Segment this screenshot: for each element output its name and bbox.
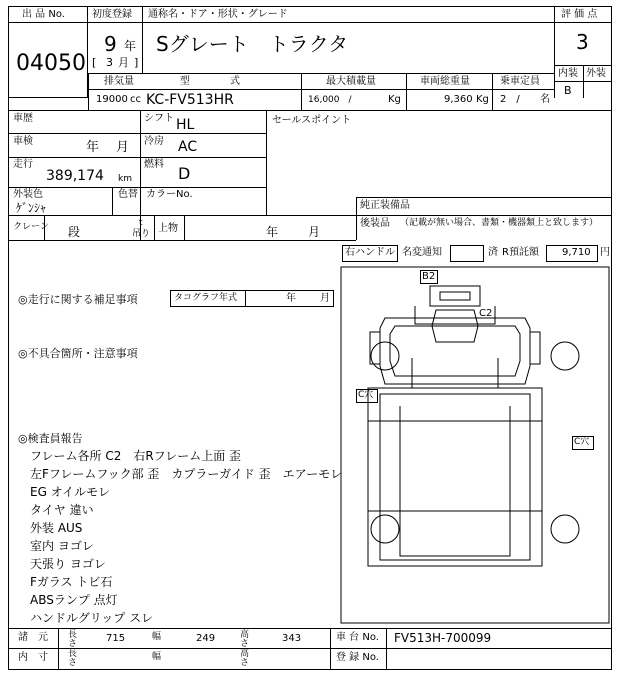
height-label: 高さ bbox=[240, 630, 250, 649]
equipment-label: 純正装備品 bbox=[360, 200, 410, 211]
aftermarket-label: 後装品 bbox=[360, 218, 390, 229]
first-registration-label: 初度登録 bbox=[92, 9, 132, 20]
loading-year-unit: 年 bbox=[266, 225, 279, 239]
length-value: 715 bbox=[106, 633, 126, 644]
inspector-line: 外装 AUS bbox=[30, 521, 83, 535]
capacity-unit: 名 bbox=[540, 94, 550, 105]
name-change-label: 名変通知 bbox=[402, 247, 442, 258]
truck-diagram bbox=[340, 266, 610, 624]
inspector-line: タイヤ 違い bbox=[30, 503, 94, 517]
cargo-width-label: 幅 bbox=[152, 652, 162, 662]
inspector-line: Fガラス トビ石 bbox=[30, 575, 113, 589]
loading-label: 上物 bbox=[158, 223, 178, 234]
gross-weight-unit: Kg bbox=[476, 94, 489, 105]
mileage-value: 389,174 bbox=[46, 168, 104, 184]
cargo-length-label: 長さ bbox=[68, 649, 78, 668]
height-value: 343 bbox=[282, 633, 302, 644]
inspector-line: EG オイルモレ bbox=[30, 485, 111, 499]
interior-grade-label: 内装 bbox=[558, 68, 578, 79]
inspector-label: ◎検査員報告 bbox=[18, 432, 83, 445]
color-change-label: 色替 bbox=[118, 189, 138, 200]
registration-month: 3 bbox=[106, 56, 113, 69]
displacement-label: 排気量 bbox=[104, 76, 134, 87]
crane-label: クレーン bbox=[13, 222, 49, 232]
tachograph-year-unit: 年 bbox=[286, 293, 296, 304]
mark-c2-label: C2 bbox=[479, 308, 493, 319]
crane-stage-unit: 段 bbox=[68, 225, 81, 239]
lot-number: 04050 bbox=[16, 51, 86, 76]
mark-b2-label: B2 bbox=[422, 271, 436, 282]
defects-label: ◎不具合箇所・注意事項 bbox=[18, 347, 138, 360]
score: 3 bbox=[576, 30, 589, 54]
ac-label: 冷房 bbox=[144, 136, 164, 147]
deposit-label: 済 bbox=[488, 247, 498, 258]
mileage-unit: km bbox=[118, 174, 132, 184]
exterior-color-label: 外装色 bbox=[13, 189, 43, 200]
max-load-unit: Kg bbox=[388, 94, 401, 105]
recycle-amount: 9,710 bbox=[562, 247, 591, 258]
interior-grade: B bbox=[564, 84, 572, 97]
inspector-line: 室内 ヨゴレ bbox=[30, 539, 94, 553]
inspection-year-unit: 年 bbox=[86, 140, 100, 155]
handle-value: 右ハンドル bbox=[345, 247, 395, 258]
max-load-label: 最大積載量 bbox=[326, 76, 376, 87]
mileage-label: 走行 bbox=[13, 159, 33, 170]
length-label: 長さ bbox=[68, 630, 78, 649]
inspector-line: フレーム各所 C2 右Rフレーム上面 歪 bbox=[30, 449, 242, 463]
cargo-label: 内 寸 bbox=[18, 652, 48, 663]
sales-point-label: セールスポイント bbox=[272, 115, 352, 126]
model-name-label: 通称名・ドア・形状・グレード bbox=[148, 9, 288, 20]
width-value: 249 bbox=[196, 633, 216, 644]
capacity-label: 乗車定員 bbox=[500, 76, 540, 87]
cargo-height-label: 高さ bbox=[240, 649, 250, 668]
dims-label: 諸 元 bbox=[18, 632, 48, 643]
inspection-label: 車検 bbox=[13, 136, 33, 147]
shift-label: シフト bbox=[144, 113, 174, 124]
loading-month-unit: 月 bbox=[308, 225, 321, 239]
inspector-line: 天張り ヨゴレ bbox=[30, 557, 106, 571]
model-name: Sグレート トラクタ bbox=[156, 32, 349, 56]
model-code: KC-FV513HR bbox=[146, 92, 234, 108]
shift-value: HL bbox=[176, 117, 195, 133]
month-unit: 月 bbox=[118, 56, 129, 69]
inspection-month-unit: 月 bbox=[116, 140, 130, 155]
capacity: 2 / bbox=[500, 94, 520, 105]
gross-weight: 9,360 bbox=[444, 94, 473, 105]
color-no-label: カラーNo. bbox=[146, 189, 193, 200]
recycle-unit: 円 bbox=[600, 247, 610, 258]
fuel-value: D bbox=[178, 164, 191, 183]
displacement: 19000 bbox=[96, 94, 128, 105]
fuel-label: 燃料 bbox=[144, 159, 164, 170]
crane-ton-unit: t bbox=[139, 218, 143, 228]
tachograph-label: タコグラフ年式 bbox=[174, 293, 238, 303]
name-change-box bbox=[450, 245, 484, 262]
driving-notes-label: ◎走行に関する補足事項 bbox=[18, 293, 138, 306]
score-label: 評 価 点 bbox=[561, 9, 598, 20]
inspector-report bbox=[30, 447, 343, 627]
exterior-grade-label: 外装 bbox=[586, 68, 606, 79]
registration-label: 登 録 No. bbox=[336, 652, 379, 663]
history-label: 車歴 bbox=[13, 113, 33, 124]
mark-c-hole-left-label: C穴 bbox=[358, 390, 374, 400]
model-code-label: 型 式 bbox=[180, 76, 240, 87]
chassis-value: FV513H-700099 bbox=[394, 631, 492, 645]
inspector-line: ハンドルグリップ スレ bbox=[30, 611, 154, 625]
displacement-unit: cc bbox=[130, 94, 141, 105]
chassis-label: 車 台 No. bbox=[336, 632, 379, 643]
exterior-color: ｹﾞﾝｼｬ bbox=[16, 201, 47, 215]
ac-value: AC bbox=[178, 139, 198, 155]
max-load: 16,000 / bbox=[308, 95, 352, 105]
width-label: 幅 bbox=[152, 632, 162, 642]
inspector-line: 左Fフレームフック部 歪 カプラーガイド 歪 エアーモレ bbox=[30, 467, 343, 481]
year-unit: 年 bbox=[124, 39, 137, 53]
recycle-label: R預託額 bbox=[502, 247, 539, 258]
gross-weight-label: 車両総重量 bbox=[420, 76, 470, 87]
lot-number-label: 出 品 No. bbox=[22, 9, 65, 20]
registration-year: 9 bbox=[104, 32, 117, 56]
mark-c-hole-right-label: C穴 bbox=[574, 437, 590, 447]
inspector-line: ABSランプ 点灯 bbox=[30, 593, 118, 607]
aftermarket-note: （記載が無い場合、書類・機器類上と致します） bbox=[400, 218, 599, 228]
crane-hang-label: 吊り bbox=[132, 229, 151, 239]
tachograph-month-unit: 月 bbox=[320, 293, 330, 304]
